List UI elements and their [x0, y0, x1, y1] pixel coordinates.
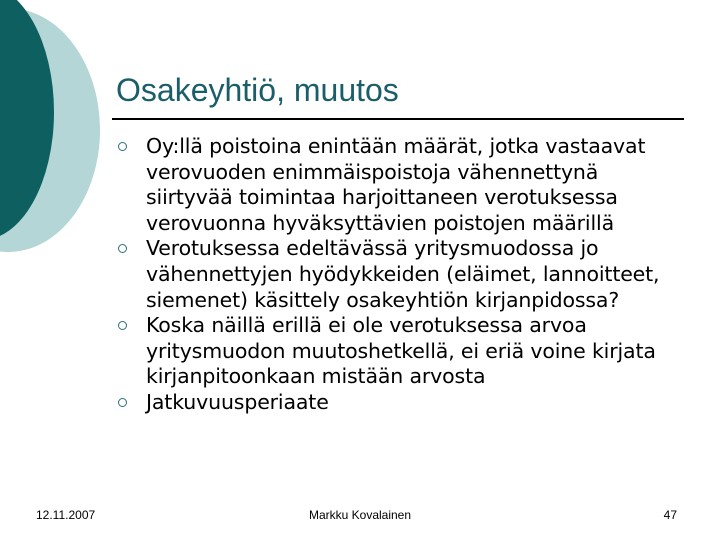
bullet-item [116, 134, 686, 236]
footer-page-number: 47 [663, 508, 677, 522]
bullet-text: Koska näillä erillä ei ole verotuksessa arvoa yritysmuodon muutoshetkellä, ei eriä voine kirjata kirjanpitoonkaan mistään arvosta [146, 313, 656, 389]
bullet-item [116, 390, 686, 416]
bullet-item [116, 313, 686, 390]
circle-bullet-icon [118, 142, 127, 151]
title-divider [112, 118, 684, 120]
circle-bullet-icon [118, 321, 127, 330]
circle-bullet-icon [118, 398, 127, 407]
bullet-list [116, 134, 686, 416]
footer-date: 12.11.2007 [36, 508, 96, 522]
bullet-text: Oy:llä poistoina enintään määrät, jotka vastaavat verovuoden enimmäispoistoja vähennettynä siirtyvää toimintaa harjoittaneen verotuksessa verovuonna hyväksyttävien poistojen määrillä [146, 134, 646, 235]
bullet-text: Jatkuvuusperiaate [146, 389, 329, 414]
circle-bullet-icon [118, 244, 127, 253]
footer-author: Markku Kovalainen [308, 508, 412, 522]
corner-decoration [0, 0, 120, 260]
slide-title: Osakeyhtiö, muutos [116, 72, 399, 108]
bullet-text: Verotuksessa edeltävässä yritysmuodossa jo vähennettyjen hyödykkeiden (eläimet, lannoitteet, siemenet) käsittely osakeyhtiön kirjanpidossa? [146, 236, 660, 312]
bullet-item [116, 236, 686, 313]
